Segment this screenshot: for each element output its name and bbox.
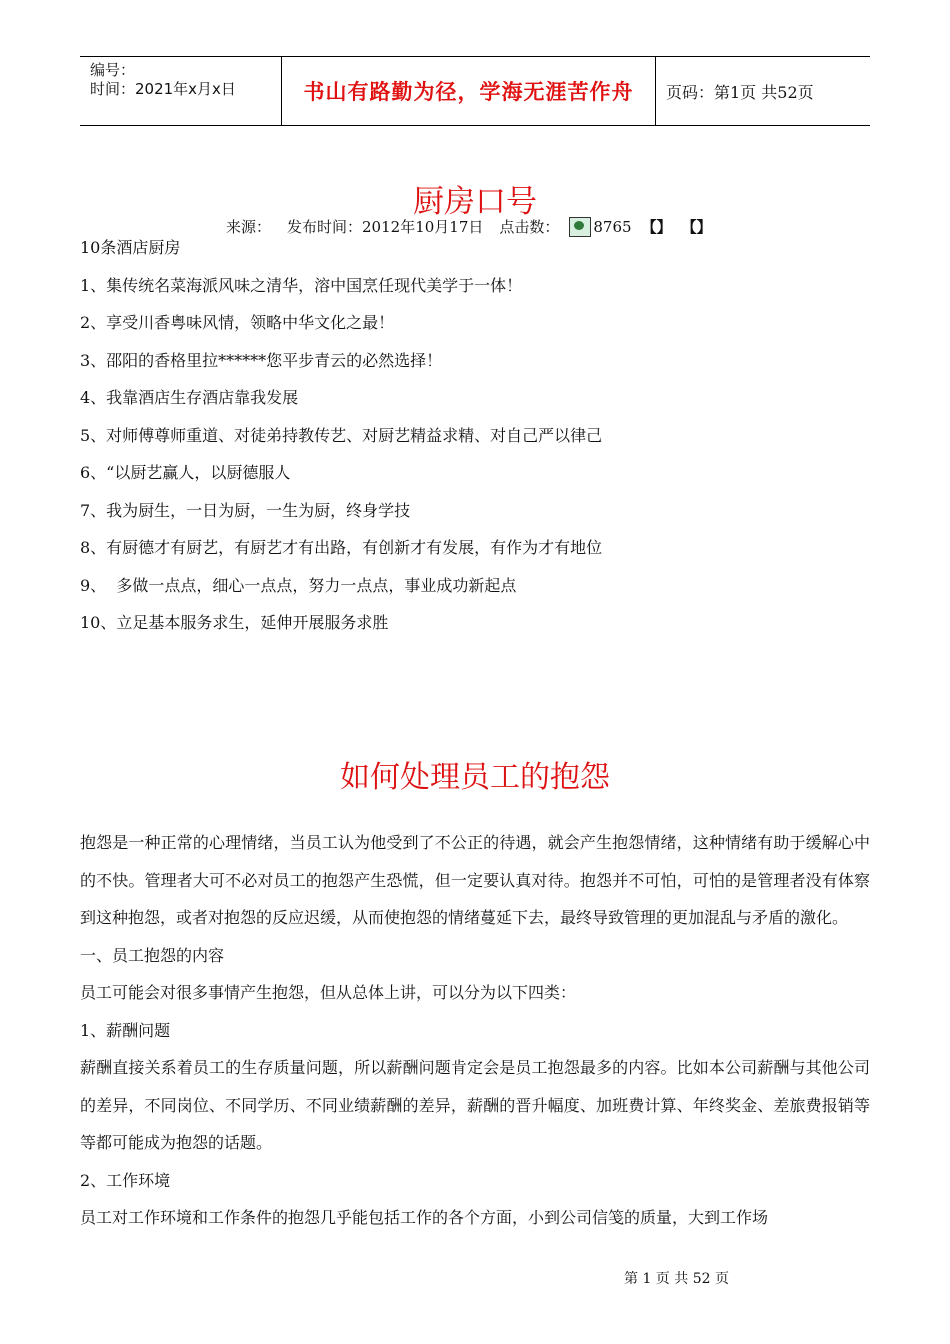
- header-meta-cell: [80, 57, 282, 125]
- list-item: 4、我靠酒店生存酒店靠我发展: [80, 388, 299, 407]
- paragraph: 薪酬直接关系着员工的生存质量问题，所以薪酬问题肯定会是员工抱怨最多的内容。比如本公司薪酬与其他公司的差异，不同岗位、不同学历、不同业绩薪酬的差异，薪酬的晋升幅度、加班费计算、年终奖金、差旅费报销等等都可能成为抱怨的话题。: [80, 1058, 870, 1152]
- list-item: 2、享受川香粤味风情，领略中华文化之最！: [80, 313, 395, 332]
- article-body: [80, 824, 870, 1237]
- paragraph: 员工可能会对很多事情产生抱怨，但从总体上讲，可以分为以下四类：: [80, 983, 577, 1002]
- list-item: 1、集传统名菜海派风味之清华，溶中国烹任现代美学于一体！: [80, 275, 523, 295]
- list-item: 6、“以厨艺赢人，以厨德服人: [80, 463, 291, 482]
- header-page-info: 页码：第1页 共52页: [666, 82, 814, 102]
- slogan-list: [80, 236, 602, 649]
- list-item: 10、立足基本服务求生，延伸开展服务求胜: [80, 613, 389, 632]
- subsection-heading: 2、工作环境: [80, 1170, 171, 1190]
- paragraph: 抱怨是一种正常的心理情绪，当员工认为他受到了不公正的待遇，就会产生抱怨情绪，这种情绪有助于缓解心中的不快。管理者大可不必对员工的抱怨产生恐慌，但一定要认真对待。抱怨并不可怕，可怕的是管理者没有体察到这种抱怨，或者对抱怨的反应迟缓，从而使抱怨的情绪蔓延下去，最终导致管理的更加混乱与矛盾的激化。: [80, 833, 870, 927]
- meta-clicks-value: 8765: [593, 217, 632, 236]
- meta-clicks-label: 点击数：: [499, 218, 560, 236]
- list-item: 7、我为厨生，一日为厨，一生为厨，终身学技: [80, 500, 411, 520]
- paragraph: 员工对工作环境和工作条件的抱怨几乎能包括工作的各个方面，小到公司信笺的质量，大到工作场: [80, 1208, 769, 1227]
- article-title-kitchen-slogans: 厨房口号: [413, 184, 537, 220]
- meta-bracket-link-2[interactable]: 【】: [681, 218, 712, 236]
- list-item: 5、对师傅尊师重道、对徒弟持教传艺、对厨艺精益求精、对自己严以律己: [80, 425, 603, 445]
- article-meta: [226, 216, 712, 237]
- slogan-intro: 10条酒店厨房: [80, 238, 181, 257]
- subsection-heading: 1、薪酬问题: [80, 1020, 171, 1040]
- document-number-label: 编号：: [90, 61, 136, 79]
- document-time-label: 时间：2021年x月x日: [90, 80, 236, 98]
- list-item: 8、有厨德才有厨艺，有厨艺才有出路，有创新才有发展，有作为才有地位: [80, 538, 603, 557]
- section-heading: 一、员工抱怨的内容: [80, 945, 225, 965]
- click-counter-icon: [569, 217, 591, 237]
- article-title-employee-complaints: 如何处理员工的抱怨: [340, 760, 610, 795]
- header-motto: 书山有路勤为径，学海无涯苦作舟: [282, 57, 656, 125]
- meta-published: 发布时间：2012年10月17日: [287, 218, 484, 236]
- list-item: 9、 多做一点点，细心一点点，努力一点点，事业成功新起点: [80, 575, 517, 595]
- page-header: [80, 56, 870, 126]
- meta-source: 来源：: [226, 218, 272, 236]
- meta-bracket-link-1[interactable]: 【】: [641, 218, 672, 236]
- list-item: 3、邵阳的香格里拉******您平步青云的必然选择！: [80, 350, 443, 370]
- page-footer: 第 1 页 共 52 页: [624, 1271, 729, 1287]
